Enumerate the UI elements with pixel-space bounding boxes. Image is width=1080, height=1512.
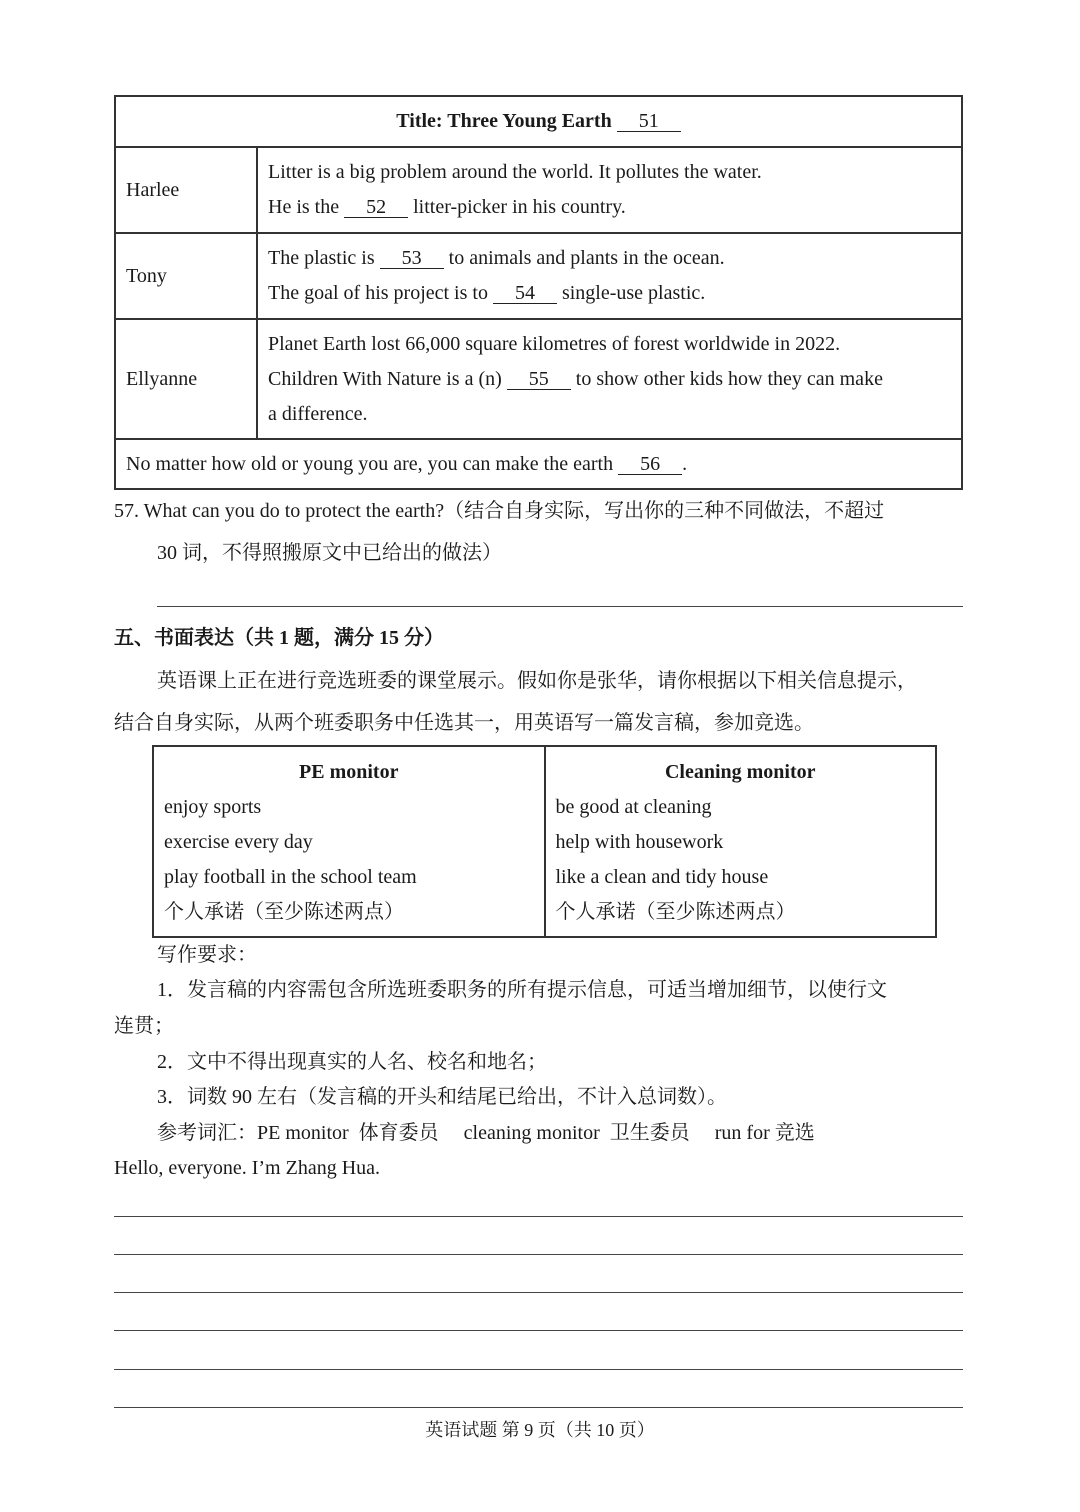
writing-line[interactable] [114,1254,963,1255]
writing-line[interactable] [114,1216,963,1217]
table-footer [115,439,962,489]
blank-55[interactable]: 55 [507,369,571,390]
item: 个人承诺（至少陈述两点） [555,901,796,923]
requirement-1: 1．发言稿的内容需包含所选班委职务的所有提示信息，可适当增加细节，以使行文 [157,979,887,1001]
line [268,362,951,397]
item: exercise every day [164,831,313,853]
text: . [682,452,688,475]
intro-line: 结合自身实际，从两个班委职务中任选其一，用英语写一篇发言稿，参加竞选。 [114,712,814,734]
text: He is the [268,196,340,218]
cleaning-monitor-column [545,746,937,937]
reading-summary-table [114,95,963,490]
speech-opening: Hello, everyone. I’m Zhang Hua. [114,1157,381,1179]
row-name: Tony [115,233,257,319]
title-text: Title: Three Young Earth [396,110,612,132]
item: 个人承诺（至少陈述两点） [164,901,404,923]
item: help with housework [555,831,724,853]
answer-line-57[interactable] [157,606,963,607]
reference-vocabulary: 参考词汇：PE monitor 体育委员 cleaning monitor 卫生委员 run for 竞选 [157,1122,815,1144]
item: enjoy sports [164,796,262,818]
row-content [257,147,962,233]
question-57-cont: 30 词，不得照搬原文中已给出的做法） [157,542,502,564]
line [268,241,951,276]
column-header: PE monitor [299,761,399,783]
line: Planet Earth lost 66,000 square kilometres of forest worldwide in 2022. [268,332,841,355]
section-heading: 五、书面表达（共 1 题，满分 15 分） [114,627,444,649]
requirement-2: 2．文中不得出现真实的人名、校名和地名； [157,1051,547,1073]
blank-54[interactable]: 54 [493,283,557,304]
blank-52[interactable]: 52 [344,197,408,218]
line [268,190,951,225]
text: litter-picker in his country. [413,196,626,218]
item: like a clean and tidy house [555,866,769,888]
writing-line[interactable] [114,1369,963,1370]
monitor-options-table [152,745,937,938]
writing-line[interactable] [114,1330,963,1331]
writing-line[interactable] [114,1407,963,1408]
blank-51[interactable]: 51 [617,111,681,132]
row-name: Ellyanne [115,319,257,439]
requirement-3: 3．词数 90 左右（发言稿的开头和结尾已给出，不计入总词数）。 [157,1086,727,1108]
line: Litter is a big problem around the world. It pollutes the water. [268,161,762,183]
text: single-use plastic. [561,282,706,304]
blank-53[interactable]: 53 [380,248,444,269]
pe-monitor-column [153,746,545,937]
column-header: Cleaning monitor [664,761,816,783]
requirements-title: 写作要求： [157,944,257,966]
question-57: 57. What can you do to protect the earth?（结合自身实际，写出你的三种不同做法，不超过 [114,500,885,522]
row-content [257,233,962,319]
writing-line[interactable] [114,1292,963,1293]
text: to animals and plants in the ocean. [448,247,725,269]
requirement-1-cont: 连贯； [114,1015,174,1037]
table-title [115,96,962,147]
text: No matter how old or young you are, you can make the earth [126,452,614,475]
blank-56[interactable]: 56 [618,454,682,475]
line: a difference. [268,402,368,425]
item: be good at cleaning [555,796,712,818]
row-name: Harlee [115,147,257,233]
intro-line: 英语课上正在进行竞选班委的课堂展示。假如你是张华，请你根据以下相关信息提示， [157,670,917,692]
page-footer: 英语试题 第 9 页（共 10 页） [425,1420,655,1440]
text: Children With Nature is a (n) [268,367,502,390]
text: The plastic is [268,247,375,269]
text: to show other kids how they can make [575,367,883,390]
item: play football in the school team [164,866,417,888]
line [268,276,951,311]
text: The goal of his project is to [268,282,488,304]
row-content [257,319,962,439]
